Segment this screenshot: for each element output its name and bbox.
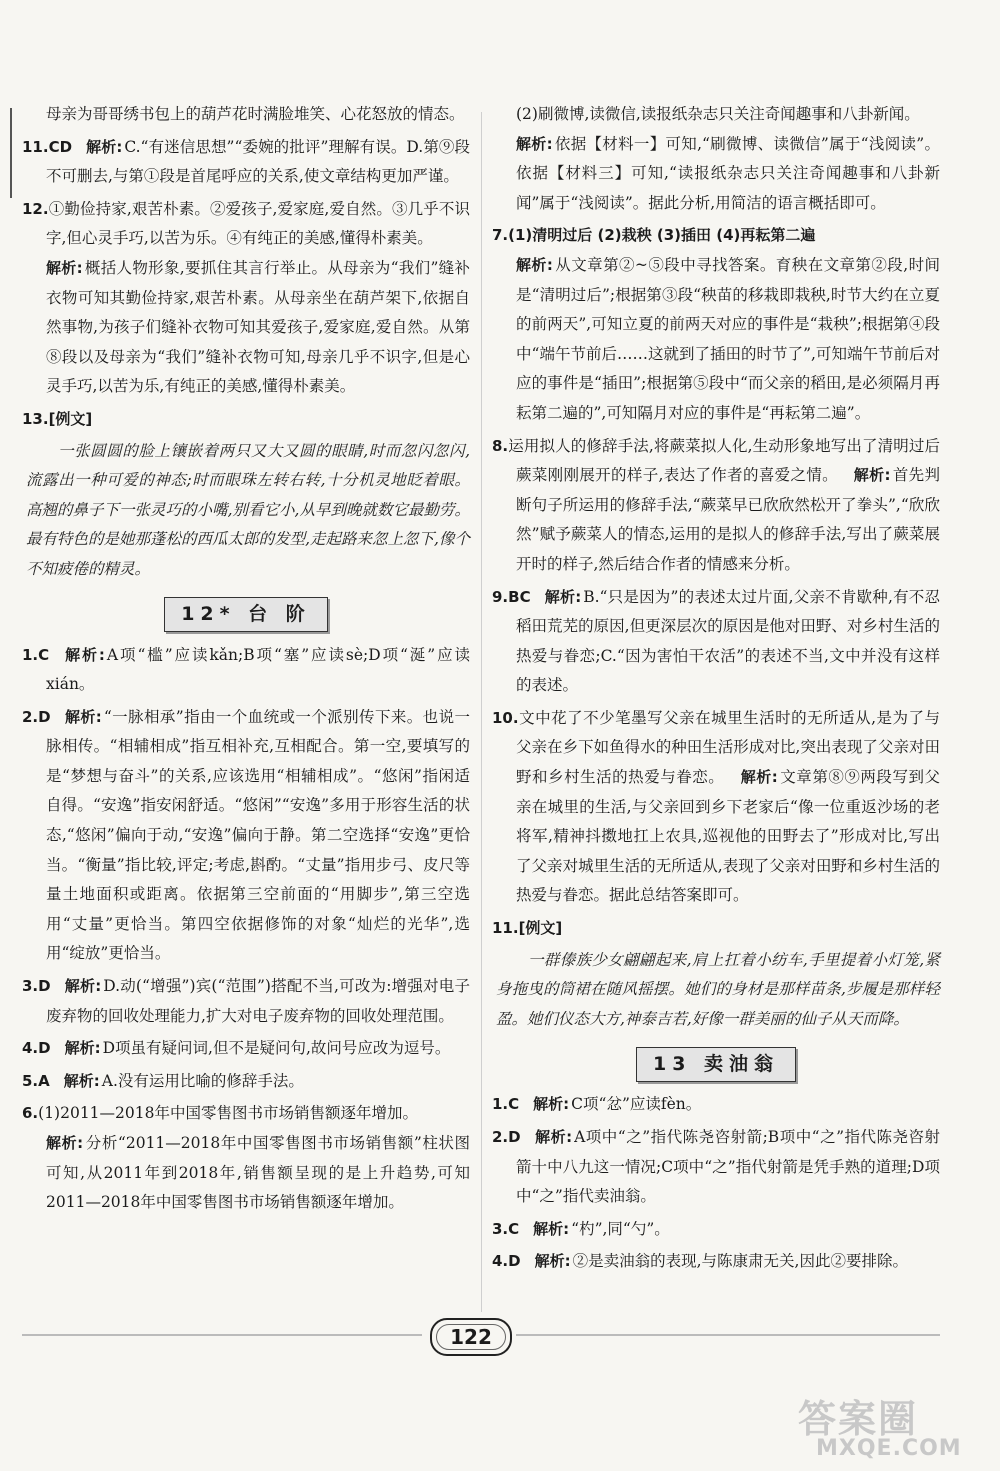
- answer-item-7: [492, 221, 940, 428]
- answer-text: ①勤俭持家,艰苦朴素。②爱孩子,爱家庭,爱自然。③几乎不识字,但心灵手巧,以苦为乐。④有纯正的美感,懂得朴素美。: [46, 199, 470, 248]
- answer-choice: BC: [508, 587, 531, 606]
- answer-item-2: [492, 1123, 940, 1212]
- section-header: [492, 1044, 940, 1084]
- question-number: 1.: [22, 645, 39, 664]
- analysis-label: 解析:: [64, 977, 102, 996]
- analysis-label: 解析:: [516, 255, 553, 274]
- analysis-text: “杓”,同“勺”。: [571, 1219, 670, 1238]
- analysis-label: 解析:: [534, 1128, 573, 1146]
- analysis-label: 解析:: [853, 466, 891, 485]
- question-number: 11.: [22, 137, 49, 156]
- question-number: 1.: [492, 1095, 509, 1114]
- analysis-label: 解析:: [46, 258, 83, 277]
- answer-choice: D: [38, 977, 51, 996]
- question-number: 10.: [492, 708, 519, 727]
- section-title: 12* 台 阶: [164, 597, 328, 633]
- question-number: 12.: [22, 199, 49, 218]
- margin-mark: [10, 108, 12, 198]
- answer-text: 文中花了不少笔墨写父亲在城里生活时的无所适从,是为了与父亲在乡下如鱼得水的种田生活形成对比,突出表现了父亲对田野和乡村生活的热爱与眷恋。: [516, 708, 940, 787]
- answer-item-10: [492, 704, 940, 911]
- example-essay-label: [例文]: [48, 409, 93, 428]
- analysis-text: C.“有迷信思想”“委婉的批评”理解有误。D.第⑨段不可删去,与第①段是首尾呼应的关系,使文章结构更加严谨。: [46, 137, 471, 186]
- question-number: 9.: [492, 587, 509, 606]
- right-column: [492, 100, 940, 1280]
- answer-choice: D: [508, 1128, 521, 1146]
- analysis-text: 首先判断句子所运用的修辞手法,“蕨菜早已欣欣然松开了拳头”,“欣欣然”赋予蕨菜人的情态,运用的是拟人的修辞手法,写出了蕨菜展开时的样子,然后结合作者的情感来分析。: [516, 466, 940, 573]
- column-divider: [481, 112, 482, 1312]
- analysis-text: D项虽有疑问词,但不是疑问句,故问号应改为逗号。: [102, 1039, 451, 1058]
- section-title: 13 卖油翁: [636, 1047, 796, 1083]
- analysis-label: 解析:: [64, 1039, 101, 1058]
- answer-text: (1)2011—2018年中国零售图书市场销售额逐年增加。: [38, 1104, 418, 1123]
- page-number-text: 122: [450, 1325, 492, 1349]
- question-number: 2.: [492, 1128, 509, 1146]
- question-number: 7.: [492, 226, 509, 245]
- answer-choice: C: [508, 1095, 520, 1114]
- footer-rule-right: [516, 1334, 940, 1336]
- analysis-text: A项中“之”指代陈尧咨射箭;B项中“之”指代陈尧咨射箭十中八九这一情况;C项中“之”指代射箭是凭手熟的道理;D项中“之”指代卖油翁。: [516, 1128, 941, 1206]
- analysis-text: 从文章第②~⑤段中寻找答案。育秧在文章第②段,时间是“清明过后”;根据第③段“秧苗的移栽即栽秧,时节大约在立夏的前两天”,可知立夏的前两天对应的事件是“栽秧”;根据第④段中“端午节前后……这就到了插田的时节了”,可知端午节前后对应的事件是“插田”;根据第⑤段中“而父亲的稻田,是必须隔月再耘第二遍的”,可知隔月对应的事件是“再耘第二遍”。: [516, 255, 940, 422]
- analysis-text: A.没有运用比喻的修辞手法。: [101, 1071, 304, 1090]
- left-column: [22, 100, 470, 1221]
- analysis-text: A项“槛”应读kǎn;B项“塞”应读sè;D项“涎”应读xián。: [46, 645, 471, 694]
- example-essay: 一群傣族少女翩翩起来,肩上扛着小纺车,手里提着小灯笼,紧身拖曳的筒裙在随风摇摆。她们的身材是那样苗条,步履是那样轻盈。她们仪态大方,神泰吉若,好像一群美丽的仙子从天而降。: [496, 950, 940, 1028]
- answer-choice: CD: [48, 137, 73, 156]
- answer-item-6: [22, 1099, 470, 1217]
- question-number: 3.: [492, 1219, 509, 1238]
- answer-item-9: [492, 583, 940, 701]
- analysis-label: 解析:: [516, 134, 553, 153]
- analysis-label: 解析:: [46, 1134, 84, 1152]
- analysis-text: B.“只是因为”的表述太过片面,父亲不肯歇种,有不忍稻田荒芜的原因,但更深层次的原因是他对田野、对乡村生活的热爱与眷恋;C.“因为害怕干农活”的表述不当,文中并没有这样的表述。: [516, 587, 940, 695]
- answer-item-3: [22, 972, 470, 1031]
- footer-rule-left: [22, 1334, 422, 1336]
- analysis-text: ②是卖油翁的表现,与陈康肃无关,因此②要排除。: [572, 1252, 908, 1271]
- question-number: 4.: [492, 1252, 509, 1271]
- analysis-text: 分析“2011—2018年中国零售图书市场销售额”柱状图可知,从2011年到2018年,销售额呈现的是上升趋势,可知2011—2018年中国零售图书市场销售额逐年增加。: [46, 1134, 470, 1212]
- analysis-text: 文章第⑧⑨两段写到父亲在城里的生活,与父亲回到乡下老家后“像一位重返沙场的老将军,精神抖擞地扛上农具,巡视他的田野去了”形成对比,写出了父亲对城里生活的无所适从,表现了父亲对田野和乡村生活的热爱与眷恋。据此总结答案即可。: [516, 768, 940, 905]
- answer-choice: C: [508, 1219, 520, 1238]
- analysis-label: 解析:: [544, 587, 582, 606]
- answer-choice: D: [508, 1252, 521, 1271]
- analysis-label: 解析:: [64, 707, 102, 726]
- question-number: 6.: [22, 1104, 39, 1123]
- analysis-label: 解析:: [86, 137, 123, 156]
- question-number: 5.: [22, 1071, 39, 1090]
- answer-item-11: [492, 914, 940, 944]
- answer-item-4: [22, 1034, 470, 1064]
- section-header: [22, 595, 470, 635]
- analysis-label: 解析:: [534, 1252, 571, 1271]
- question-number: 4.: [22, 1039, 39, 1058]
- analysis-text: D.动(“增强”)宾(“范围”)搭配不当,可改为:增强对电子废弃物的回收处理能力,扩大对电子废弃物的回收处理范围。: [46, 977, 471, 1025]
- answer-text: 运用拟人的修辞手法,将蕨菜拟人化,生动形象地写出了清明过后蕨菜刚刚展开的样子,表达了作者的喜爱之情。: [508, 436, 940, 485]
- answer-item-11: [22, 133, 470, 192]
- example-essay: 一张圆圆的脸上镶嵌着两只又大又圆的眼睛,时而忽闪忽闪,流露出一种可爱的神态;时而眼珠左转右转,十分机灵地眨着眼。高翘的鼻子下一张灵巧的小嘴,别看它小,从早到晚就数它最勤劳。最有特色的是她那蓬松的西瓜太郎的发型,走起路来忽上忽下,像个不知疲倦的精灵。: [26, 441, 470, 578]
- analysis-text: C项“忿”应读fèn。: [571, 1095, 702, 1114]
- page-number: [430, 1318, 512, 1356]
- analysis-text: 依据【材料一】可知,“刷微博、读微信”属于“浅阅读”。依据【材料三】可知,“读报纸杂志只关注奇闻趣事和八卦新闻”属于“浅阅读”。据此分析,用简洁的语言概括即可。: [516, 134, 941, 212]
- question-number: 2.: [22, 707, 39, 726]
- answer-item-1: [22, 641, 470, 700]
- answer-item-5: [22, 1067, 470, 1097]
- answer-choice: A: [38, 1071, 50, 1090]
- analysis-text: 概括人物形象,要抓住其言行举止。从母亲为“我们”缝补衣物可知其勤俭持家,艰苦朴素。从母亲坐在葫芦架下,依据自然事物,为孩子们缝补衣物可知其爱孩子,爱家庭,爱自然。从第⑧段以及母亲为“我们”缝补衣物可知,母亲几乎不识字,但是心灵手巧,以苦为乐,有纯正的美感,懂得朴素美。: [46, 258, 470, 396]
- answer-item-6-part2: [492, 100, 940, 218]
- answer-choice: D: [38, 707, 51, 726]
- watermark-logo: [798, 1388, 988, 1468]
- answer-item-4: [492, 1247, 940, 1277]
- answer-item-12: [22, 195, 470, 402]
- analysis-label: 解析:: [740, 768, 778, 787]
- analysis-label: 解析:: [533, 1095, 570, 1114]
- answer-text: (2)刷微博,读微信,读报纸杂志只关注奇闻趣事和八卦新闻。: [516, 105, 920, 123]
- watermark-url: MXQE.COM: [816, 1436, 962, 1461]
- question-number: 11.: [492, 919, 519, 938]
- answer-choice: D: [38, 1039, 51, 1058]
- answer-item-13: [22, 405, 470, 435]
- analysis-label: 解析:: [533, 1219, 570, 1238]
- example-essay-label: [例文]: [518, 919, 563, 938]
- analysis-label: 解析:: [63, 645, 105, 664]
- question-number: 13.: [22, 409, 49, 428]
- answer-item-1: [492, 1090, 940, 1120]
- answer-item-2: [22, 703, 470, 969]
- answer-text: (1)清明过后 (2)栽秧 (3)插田 (4)再耘第二遍: [508, 226, 816, 245]
- answer-item-3: [492, 1215, 940, 1245]
- analysis-text: “一脉相承”指由一个血统或一个派别传下来。也说一脉相传。“相辅相成”指互相补充,互相配合。第一空,要填写的是“梦想与奋斗”的关系,应该选用“相辅相成”。“悠闲”指闲适自得。“安逸”指安闲舒适。“悠闲”“安逸”多用于形容生活的状态,“悠闲”偏向于动,“安逸”偏向于静。第二空选择“安逸”更恰当。“衡量”指比较,评定;考虑,斟酌。“丈量”指用步弓、皮尺等量土地面积或距离。依据第三空前面的“用脚步”,第三空选用“丈量”更恰当。第四空依据修饰的对象“灿烂的光华”,选用“绽放”更恰当。: [46, 707, 470, 963]
- answer-item-8: [492, 432, 940, 580]
- analysis-label: 解析:: [63, 1071, 100, 1090]
- question-number: 8.: [492, 436, 509, 455]
- question-number: 3.: [22, 977, 39, 996]
- answer-choice: C: [38, 645, 50, 664]
- continued-answer: 母亲为哥哥绣书包上的葫芦花时满脸堆笑、心花怒放的情态。: [46, 105, 465, 123]
- watermark-title: 答案圈: [798, 1397, 919, 1441]
